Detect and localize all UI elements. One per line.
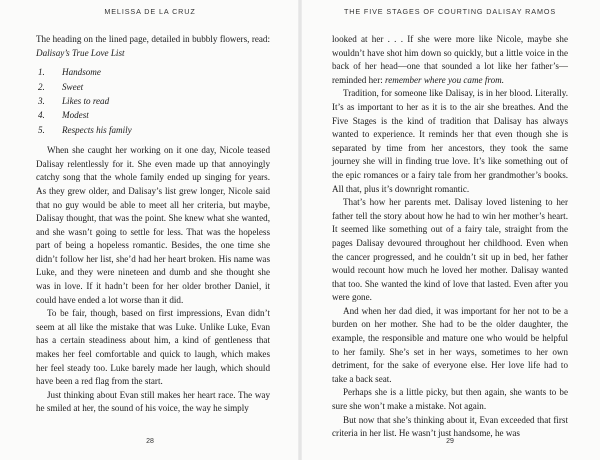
list-item-number: 1. <box>38 67 45 78</box>
body-paragraph: Tradition, for someone like Dalisay, is in her blood. Literally. It’s as important to her as it is to the air she breathes. And the Five Stages is the kind of tradition that Dalisay has always wanted to experience. It reminds her that even though she is separated by time from her ancestors, they took the same journey she will in finding true love. It’s like something out of the epic romances or a fairy tale from her grandmother’s books. All that, plus it’s downright romantic. <box>332 88 568 194</box>
list-item-text: Handsome <box>62 67 101 78</box>
page-number: 29 <box>446 438 454 445</box>
body-paragraph: And when her dad died, it was important for her not to be a burden on her mother. She had to be the older daughter, the example, the responsible and mature one who would be helpful to her family. She’s set in her ways, sometimes to her own detriment, for the sake of everyone else. Her love life had to take a back seat. <box>332 305 568 384</box>
list-item-text: Modest <box>62 110 89 121</box>
list-item <box>36 94 270 108</box>
running-header-title: THE FIVE STAGES OF COURTING DALISAY RAMOS <box>343 7 557 16</box>
body-paragraph: Perhaps she is a little picky, but then again, she wants to be sure she won’t make a mistake. Not again. <box>332 387 568 412</box>
list-item-number: 5. <box>38 124 45 135</box>
list-title: Dalisay’s True Love List <box>36 47 125 58</box>
list-item-text: Sweet <box>62 81 84 92</box>
list-item-number: 3. <box>38 95 45 106</box>
emphasis-text: remember where you came from. <box>385 74 504 85</box>
body-paragraph: When she caught her working on it one day, Nicole teased Dalisay relentlessly for it. She even made up that annoyingly catchy song that the whole family ended up singing for years. As they grew older, and Dalisay’s list grew longer, Nicole said that no guy would be able to meet all her criteria, but maybe, Dalisay thought, that was the point. She knew what she wanted, and she wasn’t going to settle for less. That was the hopeless part of being a hopeless romantic. Besides, the one time she didn’t follow her list, she’d had her heart broken. His name was Luke, and they were nineteen and dumb and she thought she was in love. If it hadn’t been for her older brother Daniel, it could have ended a lot worse than it did. <box>36 145 270 305</box>
intro-paragraph <box>36 33 270 60</box>
body-paragraph: But now that she’s thinking about it, Evan exceeded that first criteria in her list. He wasn’t just handsome, he was <box>332 414 568 439</box>
body-paragraph <box>332 33 568 87</box>
true-love-list <box>36 65 270 137</box>
body-paragraph: To be fair, though, based on first impressions, Evan didn’t seem at all like the mistake that was Luke. Unlike Luke, Evan has a certain steadiness about him, a kind of gentleness that makes her feel comfortable and quick to laugh, which makes her feel steady too. Luke barely made her laugh, which should have been a red flag from the start. <box>36 308 270 387</box>
page-number: 28 <box>146 438 154 445</box>
right-page-body <box>332 33 568 441</box>
list-item <box>36 65 270 79</box>
list-item-text: Respects his family <box>62 124 132 135</box>
right-page <box>300 0 600 460</box>
intro-text: The heading on the lined page, detailed in bubbly flowers, read: <box>36 34 270 44</box>
body-paragraph: Just thinking about Evan still makes her heart race. The way he smiled at her, the sound of his voice, the way he simply <box>36 389 270 414</box>
list-item <box>36 80 270 94</box>
list-item <box>36 108 270 122</box>
list-item <box>36 123 270 137</box>
left-page-body <box>36 33 270 416</box>
running-header-author: MELISSA DE LA CRUZ <box>104 7 196 16</box>
list-item-number: 4. <box>38 110 45 121</box>
paragraph-text: looked at her . . . If she were more like Nicole, maybe she wouldn’t have shot him down so quickly, but a little voice in the back of her head—one that sounded a lot like her father’s—reminded her: <box>332 34 568 85</box>
body-paragraph: That’s how her parents met. Dalisay loved listening to her father tell the story about how he had to win her mother’s heart. It seemed like something out of a fairy tale, straight from the pages Dalisay devoured throughout her childhood. Even when the cancer progressed, and he couldn’t sit up in bed, her father would recount how much he loved her mother. Dalisay wanted that too. She wanted the kind of love that lasted. Even after you were gone. <box>332 197 568 303</box>
list-item-text: Likes to read <box>62 95 110 106</box>
list-item-number: 2. <box>38 81 45 92</box>
